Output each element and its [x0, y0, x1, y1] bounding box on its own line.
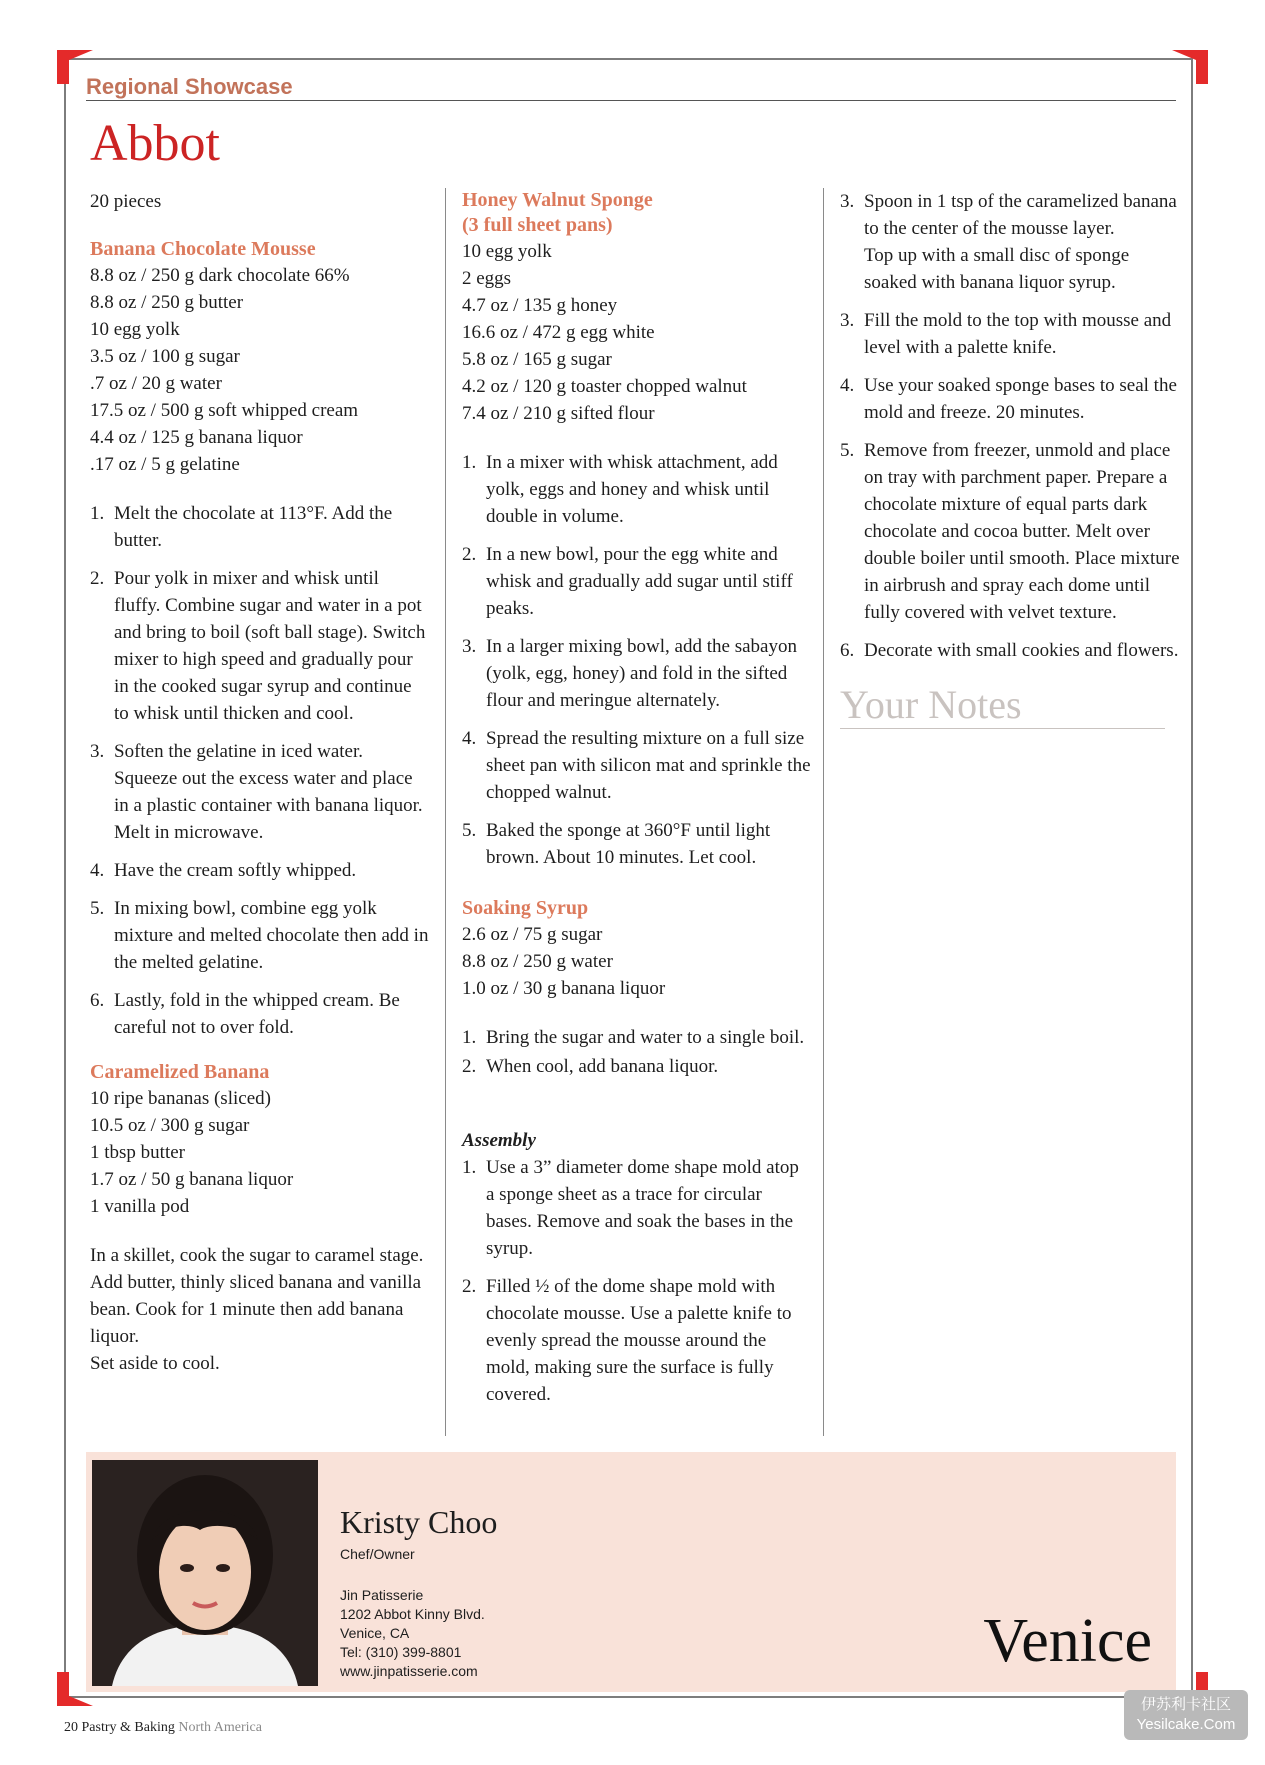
caramelized-heading: Caramelized Banana [90, 1061, 270, 1083]
step-number: 1. [462, 1157, 477, 1178]
chef-role: Chef/Owner [340, 1546, 415, 1562]
step [462, 1024, 812, 1051]
step-number: 1. [462, 452, 477, 473]
watermark-line: Yesilcake.Com [1136, 1716, 1236, 1733]
step-number: 1. [462, 1027, 477, 1048]
ingredient: 10 egg yolk [462, 241, 552, 262]
step-text: Lastly, fold in the whipped cream. Be careful not to over fold. [114, 990, 400, 1038]
ingredient: 10 ripe bananas (sliced) [90, 1088, 271, 1109]
ingredient: 5.8 oz / 165 g sugar [462, 349, 612, 370]
step [90, 738, 430, 846]
step-text: Have the cream softly whipped. [114, 860, 357, 881]
step [90, 857, 430, 884]
ingredient: 4.7 oz / 135 g honey [462, 295, 618, 316]
step-number: 1. [90, 503, 105, 524]
page-footer [64, 1720, 262, 1736]
step-number: 5. [462, 820, 477, 841]
chef-portrait-image [92, 1460, 318, 1686]
step-text: Remove from freezer, unmold and place on tray with parchment paper. Prepare a chocolate mixture of equal parts dark chocolate and cocoa butter. Melt over double boiler until smooth. Place mixture in airbrush and spray each dome until fully covered with velvet texture. [864, 440, 1180, 623]
step-number: 3. [840, 310, 855, 331]
ingredient: .7 oz / 20 g water [90, 373, 222, 394]
business-name: Jin Patisserie [340, 1587, 424, 1603]
step-text: Melt the chocolate at 113°F. Add the butter. [114, 503, 393, 551]
column-2 [462, 188, 812, 1419]
step [840, 637, 1180, 664]
step-number: 2. [462, 1276, 477, 1297]
ingredient: 10.5 oz / 300 g sugar [90, 1115, 250, 1136]
ingredient: 17.5 oz / 500 g soft whipped cream [90, 400, 359, 421]
step-number: 5. [840, 440, 855, 461]
sponge-steps [462, 449, 812, 871]
mousse-ingredients [90, 262, 430, 478]
column-divider [823, 188, 824, 1436]
step-text: In a mixer with whisk attachment, add yolk, eggs and honey and whisk until double in volume. [486, 452, 778, 527]
syrup-steps [462, 1024, 812, 1080]
ingredient: 4.2 oz / 120 g toaster chopped walnut [462, 376, 747, 397]
step-text: In a new bowl, pour the egg white and whisk and gradually add sugar until stiff peaks. [486, 544, 793, 619]
magazine-region: North America [178, 1720, 262, 1735]
step-text: In mixing bowl, combine egg yolk mixture and melted chocolate then add in the melted gelatine. [114, 898, 429, 973]
assembly-steps-continued [840, 188, 1180, 664]
notes-title: Your Notes [840, 684, 1165, 729]
syrup-ingredients [462, 921, 812, 1002]
step [462, 633, 812, 714]
step-number: 6. [840, 640, 855, 661]
syrup-heading: Soaking Syrup [462, 897, 589, 919]
watermark [1124, 1690, 1248, 1740]
step-number: 4. [90, 860, 105, 881]
ingredient: 16.6 oz / 472 g egg white [462, 322, 655, 343]
step-text: When cool, add banana liquor. [486, 1056, 719, 1077]
step [90, 987, 430, 1041]
watermark-line: 伊苏利卡社区 [1140, 1696, 1231, 1713]
step-text: Top up with a small disc of sponge soaked with banana liquor syrup. [864, 245, 1130, 293]
step-number: 4. [462, 728, 477, 749]
chef-bio-box [86, 1452, 1176, 1692]
step [840, 188, 1180, 296]
step-text: Spoon in 1 tsp of the caramelized banana to the center of the mousse layer. [864, 191, 1177, 239]
ingredient: 3.5 oz / 100 g sugar [90, 346, 240, 367]
ingredient: 8.8 oz / 250 g water [462, 951, 613, 972]
caramelized-method: Set aside to cool. [90, 1353, 220, 1374]
ingredient: 1.0 oz / 30 g banana liquor [462, 978, 666, 999]
chef-name: Kristy Choo [340, 1504, 498, 1540]
ingredient: 10 egg yolk [90, 319, 180, 340]
step [462, 1053, 812, 1080]
ingredient: 1 vanilla pod [90, 1196, 190, 1217]
website-link[interactable]: www.jinpatisserie.com [340, 1663, 478, 1679]
magazine-name: Pastry & Baking [81, 1720, 175, 1735]
chef-contact [340, 1586, 485, 1681]
step [462, 541, 812, 622]
caramelized-ingredients [90, 1085, 430, 1220]
header-rule [86, 100, 1176, 101]
recipe-title: Abbot [90, 115, 220, 172]
assembly-heading: Assembly [462, 1130, 536, 1151]
caramelized-method: In a skillet, cook the sugar to caramel stage. Add butter, thinly sliced banana and vanilla bean. Cook for 1 minute then add banana liquor. [90, 1245, 424, 1347]
step-text: Bring the sugar and water to a single boil. [486, 1027, 805, 1048]
step [462, 817, 812, 871]
step-number: 3. [90, 741, 105, 762]
step [90, 500, 430, 554]
mousse-heading: Banana Chocolate Mousse [90, 238, 316, 260]
corner-accent-top-right [1172, 50, 1208, 84]
sponge-heading-line: Honey Walnut Sponge [462, 189, 653, 211]
ingredient: 2.6 oz / 75 g sugar [462, 924, 603, 945]
ingredient: 1.7 oz / 50 g banana liquor [90, 1169, 294, 1190]
step-number: 3. [462, 636, 477, 657]
assembly-steps [462, 1154, 812, 1408]
phone: Tel: (310) 399-8801 [340, 1644, 462, 1660]
step-text: Use a 3” diameter dome shape mold atop a sponge sheet as a trace for circular bases. Remove and soak the bases in the syrup. [486, 1157, 799, 1259]
ingredient: .17 oz / 5 g gelatine [90, 454, 240, 475]
step-text: In a larger mixing bowl, add the sabayon (yolk, egg, honey) and fold in the sifted flour and meringue alternately. [486, 636, 797, 711]
page-number: 20 [64, 1720, 78, 1735]
mousse-steps [90, 500, 430, 1041]
sponge-ingredients [462, 238, 812, 427]
step [90, 565, 430, 727]
ingredient: 7.4 oz / 210 g sifted flour [462, 403, 655, 424]
ingredient: 8.8 oz / 250 g butter [90, 292, 244, 313]
step-text: Spread the resulting mixture on a full size sheet pan with silicon mat and sprinkle the chopped walnut. [486, 728, 811, 803]
sponge-heading [462, 188, 812, 238]
step-text: Pour yolk in mixer and whisk until fluffy. Combine sugar and water in a pot and bring to boil (soft ball stage). Switch mixer to high speed and gradually pour in the cooked sugar syrup and continue to whisk until thicken and cool. [114, 568, 426, 724]
step-text: Filled ½ of the dome shape mold with chocolate mousse. Use a palette knife to evenly spread the mousse around the mold, making sure the surface is fully covered. [486, 1276, 792, 1405]
ingredient: 2 eggs [462, 268, 512, 289]
step-text: Fill the mold to the top with mousse and level with a palette knife. [864, 310, 1172, 358]
step [462, 1273, 812, 1408]
column-divider [445, 188, 446, 1436]
step-number: 4. [840, 375, 855, 396]
section-label: Regional Showcase [86, 74, 293, 99]
step [462, 1154, 812, 1262]
column-1 [90, 188, 430, 1377]
step-number: 3. [840, 191, 855, 212]
step [840, 437, 1180, 626]
address: 1202 Abbot Kinny Blvd. [340, 1606, 485, 1622]
yield: 20 pieces [90, 191, 162, 212]
step [462, 725, 812, 806]
step-text: Use your soaked sponge bases to seal the mold and freeze. 20 minutes. [864, 375, 1177, 423]
step-number: 6. [90, 990, 105, 1011]
city-name: Venice [983, 1607, 1152, 1675]
step [462, 449, 812, 530]
step [90, 895, 430, 976]
ingredient: 8.8 oz / 250 g dark chocolate 66% [90, 265, 350, 286]
ingredient: 4.4 oz / 125 g banana liquor [90, 427, 303, 448]
step-number: 2. [462, 1056, 477, 1077]
city-state: Venice, CA [340, 1625, 410, 1641]
step-number: 5. [90, 898, 105, 919]
step-text: Soften the gelatine in iced water. Squeeze out the excess water and place in a plastic container with banana liquor. Melt in microwave. [114, 741, 423, 843]
sponge-heading-line: (3 full sheet pans) [462, 214, 613, 236]
ingredient: 1 tbsp butter [90, 1142, 185, 1163]
step [840, 307, 1180, 361]
step-number: 2. [462, 544, 477, 565]
chef-photo [92, 1460, 318, 1686]
step-text: Decorate with small cookies and flowers. [864, 640, 1179, 661]
step-number: 2. [90, 568, 105, 589]
column-3 [840, 188, 1180, 729]
step-text: Baked the sponge at 360°F until light brown. About 10 minutes. Let cool. [486, 820, 771, 868]
step [840, 372, 1180, 426]
